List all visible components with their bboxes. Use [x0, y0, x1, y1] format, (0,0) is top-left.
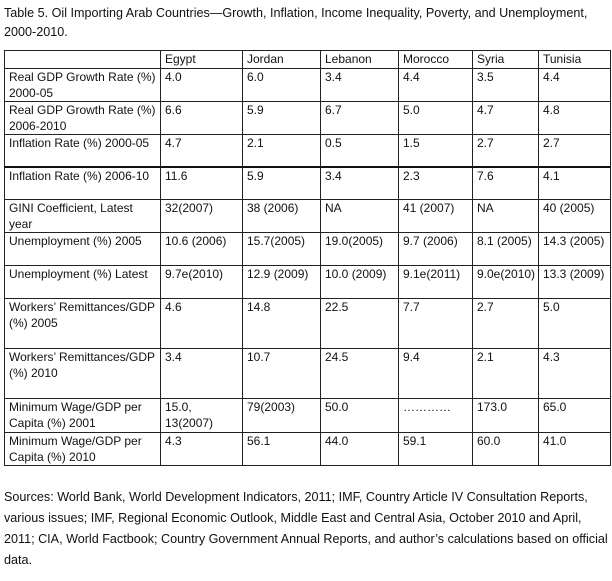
table-cell: 14.8 [243, 299, 321, 349]
table-cell: 6.6 [161, 102, 243, 135]
sources-note: Sources: World Bank, World Development Indicators, 2011; IMF, Country Article IV Consultation Reports, various issues; IMF, Regional Economic Outlook, Middle East and Central Asia, October 2010 and April, 2011; CIA, World Factbook; Country Government Annual Reports, and author’s calculations based on official data. [4, 490, 608, 567]
table-cell: 5.9 [243, 102, 321, 135]
row-label: Workers’ Remittances/GDP (%) 2005 [5, 299, 161, 349]
column-header-syria: Syria [473, 51, 539, 69]
table-cell: 24.5 [321, 349, 399, 399]
row-label: GINI Coefficient, Latest year [5, 200, 161, 233]
row-label: Unemployment (%) Latest [5, 266, 161, 299]
table-cell: 9.1e(2011) [399, 266, 473, 299]
table-cell: 8.1 (2005) [473, 233, 539, 266]
table-cell: 9.4 [399, 349, 473, 399]
table-row [5, 102, 611, 135]
table-cell: 7.7 [399, 299, 473, 349]
table-cell: 9.0e(2010) [473, 266, 539, 299]
table-cell: 4.6 [161, 299, 243, 349]
table-cell: 2.1 [473, 349, 539, 399]
column-header-tunisia: Tunisia [539, 51, 611, 69]
table-cell: 1.5 [399, 135, 473, 167]
table-cell: 6.7 [321, 102, 399, 135]
row-label: Inflation Rate (%) 2006-10 [5, 167, 161, 200]
table-cell: 7.6 [473, 167, 539, 200]
table-cell: 41.0 [539, 433, 611, 466]
table-cell: 0.5 [321, 135, 399, 167]
table-cell: 10.7 [243, 349, 321, 399]
table-cell: 32(2007) [161, 200, 243, 233]
table-caption: Table 5. Oil Importing Arab Countries—Growth, Inflation, Income Inequality, Poverty, and Unemployment, 2000-2010. [4, 6, 588, 39]
table-cell: 4.4 [539, 69, 611, 102]
header-row [5, 51, 611, 69]
table-cell: 4.7 [161, 135, 243, 167]
column-header-egypt: Egypt [161, 51, 243, 69]
table-cell: 9.7e(2010) [161, 266, 243, 299]
table-cell: 4.7 [473, 102, 539, 135]
table-cell: 11.6 [161, 167, 243, 200]
row-label: Inflation Rate (%) 2000-05 [5, 135, 161, 167]
table-cell: 2.3 [399, 167, 473, 200]
table-cell: 60.0 [473, 433, 539, 466]
table-cell: 4.3 [161, 433, 243, 466]
row-label: Unemployment (%) 2005 [5, 233, 161, 266]
table-row [5, 233, 611, 266]
table-cell: 50.0 [321, 399, 399, 433]
table-cell: 4.8 [539, 102, 611, 135]
table-row [5, 299, 611, 349]
table-cell: 12.9 (2009) [243, 266, 321, 299]
table-row [5, 200, 611, 233]
table-row [5, 167, 611, 200]
table-cell: 59.1 [399, 433, 473, 466]
table-cell: 56.1 [243, 433, 321, 466]
row-label: Real GDP Growth Rate (%) 2000-05 [5, 69, 161, 102]
table-cell: 4.3 [539, 349, 611, 399]
row-label: Real GDP Growth Rate (%) 2006-2010 [5, 102, 161, 135]
row-label: Minimum Wage/GDP per Capita (%) 2010 [5, 433, 161, 466]
table-cell: 22.5 [321, 299, 399, 349]
table-cell: 2.7 [473, 299, 539, 349]
column-header-morocco: Morocco [399, 51, 473, 69]
table-row [5, 399, 611, 433]
table-row [5, 433, 611, 466]
row-label: Minimum Wage/GDP per Capita (%) 2001 [5, 399, 161, 433]
table-cell: 38 (2006) [243, 200, 321, 233]
table-cell: 2.1 [243, 135, 321, 167]
table-row [5, 69, 611, 102]
table-row [5, 135, 611, 167]
table-cell: 5.0 [399, 102, 473, 135]
table-cell: 41 (2007) [399, 200, 473, 233]
table-row [5, 349, 611, 399]
table-cell: 3.4 [321, 167, 399, 200]
table-cell: 19.0(2005) [321, 233, 399, 266]
table-cell: 15.7(2005) [243, 233, 321, 266]
table-cell: 79(2003) [243, 399, 321, 433]
table-cell: NA [473, 200, 539, 233]
table-cell: 173.0 [473, 399, 539, 433]
column-header [5, 51, 161, 69]
column-header-jordan: Jordan [243, 51, 321, 69]
table-cell: 9.7 (2006) [399, 233, 473, 266]
column-header-lebanon: Lebanon [321, 51, 399, 69]
table-cell: 10.6 (2006) [161, 233, 243, 266]
table-cell: 65.0 [539, 399, 611, 433]
table-cell: 4.0 [161, 69, 243, 102]
table-cell: 6.0 [243, 69, 321, 102]
table-cell: ………… [399, 399, 473, 433]
table-cell: 2.7 [539, 135, 611, 167]
table-cell: NA [321, 200, 399, 233]
table-cell: 2.7 [473, 135, 539, 167]
table-cell: 14.3 (2005) [539, 233, 611, 266]
table-cell: 3.5 [473, 69, 539, 102]
table-cell: 44.0 [321, 433, 399, 466]
table-cell: 5.9 [243, 167, 321, 200]
table-cell: 4.4 [399, 69, 473, 102]
table-cell: 10.0 (2009) [321, 266, 399, 299]
table-cell: 13.3 (2009) [539, 266, 611, 299]
table-cell: 15.0, 13(2007) [161, 399, 243, 433]
table-cell: 3.4 [161, 349, 243, 399]
table-row [5, 266, 611, 299]
row-label: Workers’ Remittances/GDP (%) 2010 [5, 349, 161, 399]
data-table [4, 50, 611, 466]
table-cell: 40 (2005) [539, 200, 611, 233]
table-cell: 5.0 [539, 299, 611, 349]
table-cell: 3.4 [321, 69, 399, 102]
table-cell: 4.1 [539, 167, 611, 200]
